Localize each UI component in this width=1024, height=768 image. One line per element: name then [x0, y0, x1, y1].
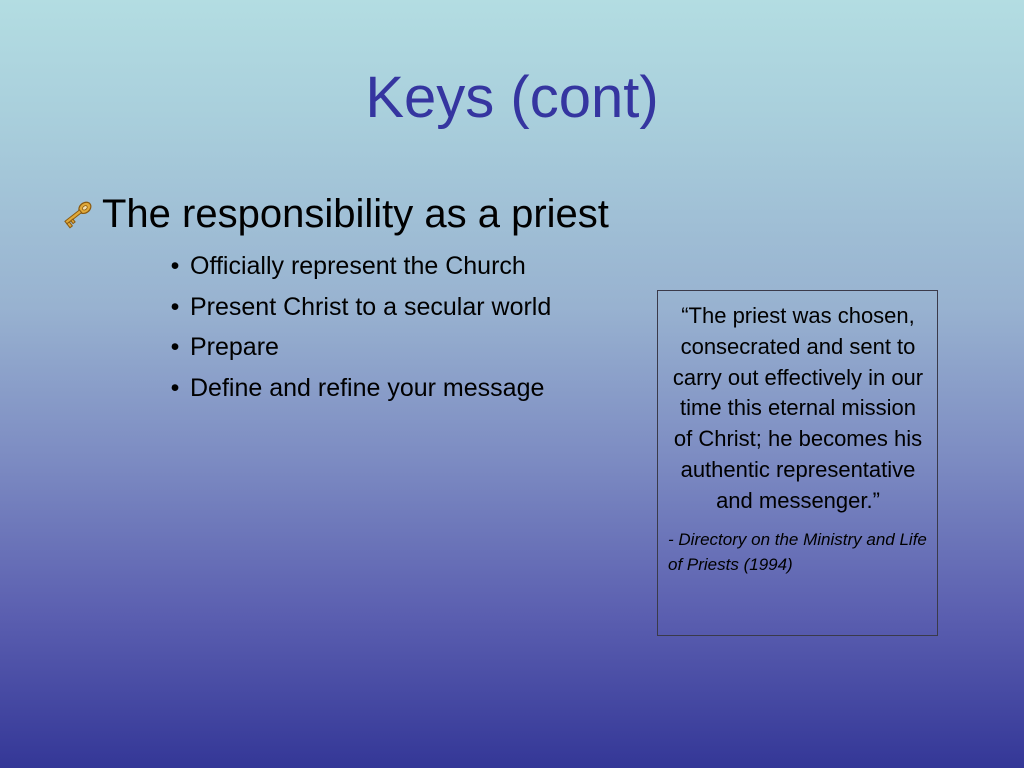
- bullet-dot: •: [170, 373, 180, 402]
- bullet-dot: •: [170, 292, 180, 321]
- bullet-dot: •: [170, 252, 180, 280]
- quote-box: [657, 290, 938, 636]
- quote-source: - Directory on the Ministry and Life of Priests (1994): [668, 529, 927, 574]
- main-bullet: [58, 188, 609, 240]
- list-item: [160, 327, 551, 368]
- list-item: [160, 368, 551, 409]
- list-item-text: Prepare: [190, 333, 279, 361]
- sub-bullet-list: [160, 246, 551, 408]
- list-item-text: Officially represent the Church: [190, 252, 526, 280]
- list-item: [160, 287, 551, 328]
- list-item-text: Present Christ to a secular world: [190, 292, 552, 321]
- quote-text: “The priest was chosen, consecrated and sent to carry out effectively in our time this eternal mission of Christ; he becomes his authentic representative and messenger.”: [672, 303, 924, 513]
- list-item-text: Define and refine your message: [190, 373, 545, 402]
- key-icon: [58, 196, 96, 232]
- bullet-dot: •: [170, 333, 180, 361]
- main-bullet-text: The responsibility as a priest: [102, 192, 609, 236]
- list-item: [160, 246, 551, 287]
- slide-title: Keys (cont): [365, 65, 659, 130]
